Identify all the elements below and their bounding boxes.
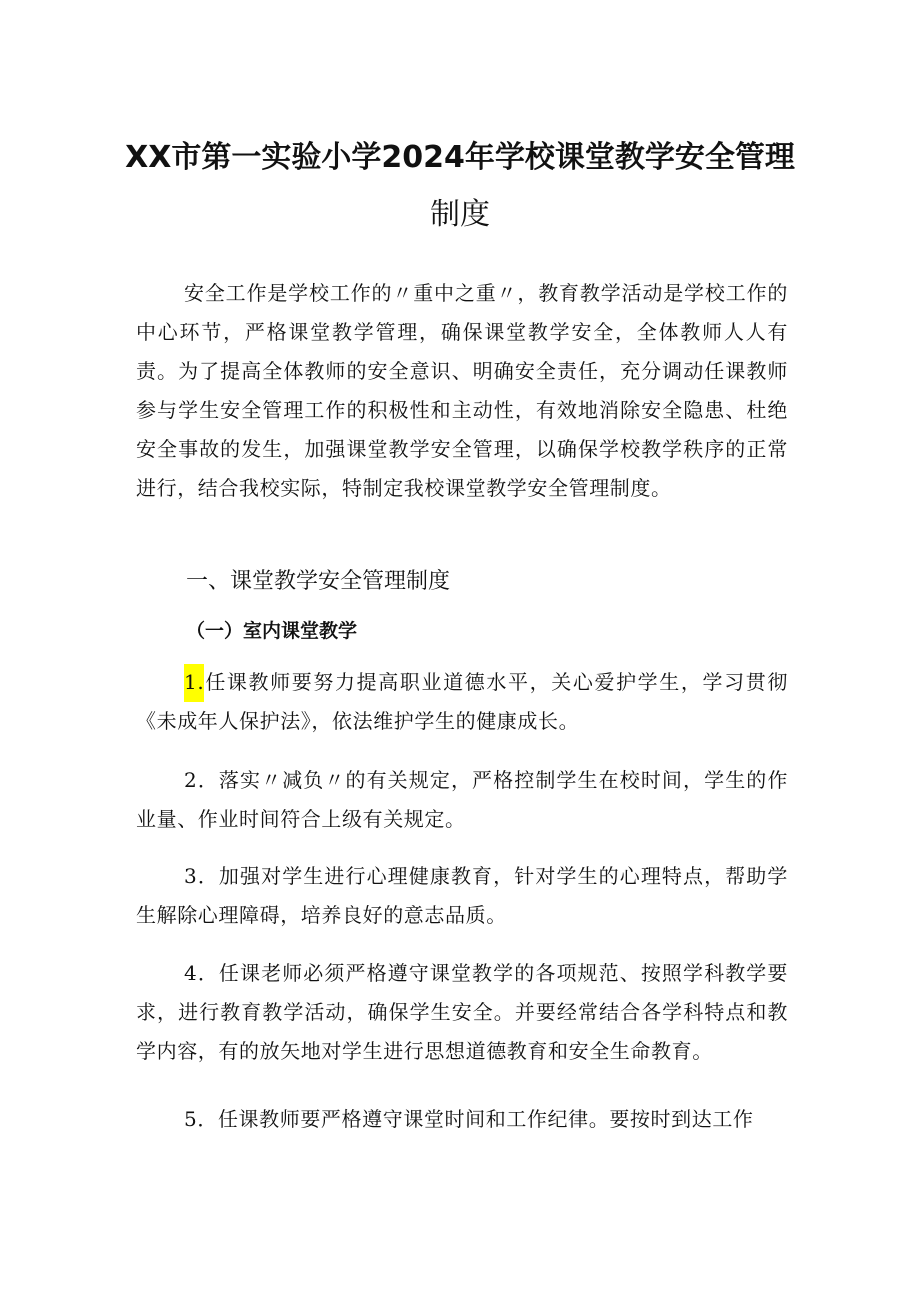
subsection-heading: （一）室内课堂教学 — [186, 620, 358, 642]
intro-paragraph: 安全工作是学校工作的〃重中之重〃，教育教学活动是学校工作的中心环节，严格课堂教学管理，确保课堂教学安全，全体教师人人有责。为了提高全体教师的安全意识、明确安全责任，充分调动任课教师参与学生安全管理工作的积极性和主动性，有效地消除安全隐患、杜绝安全事故的发生，加强课堂教学安全管理，以确保学校教学秩序的正常进行，结合我校实际，特制定我校课堂教学安全管理制度。 — [136, 281, 788, 500]
item-number: 2． — [184, 768, 219, 792]
document-title-line-1: XX市第一实验小学2024年学校课堂教学安全管理 — [125, 140, 795, 175]
item-number-highlighted: 1. — [184, 664, 204, 702]
list-item — [136, 1100, 788, 1139]
list-item — [136, 663, 788, 741]
item-text: 落实〃减负〃的有关规定，严格控制学生在校时间，学生的作业量、作业时间符合上级有关规定。 — [136, 768, 788, 831]
item-text: 任课老师必须严格遵守课堂教学的各项规范、按照学科教学要求，进行教育教学活动，确保学生安全。并要经常结合各学科特点和教学内容，有的放矢地对学生进行思想道德教育和安全生命教育。 — [136, 961, 788, 1063]
list-item — [136, 761, 788, 839]
item-text: 加强对学生进行心理健康教育，针对学生的心理特点，帮助学生解除心理障碍，培养良好的意志品质。 — [136, 864, 788, 927]
list-item — [136, 954, 788, 1071]
document-title-line-2: 制度 — [430, 197, 490, 232]
item-text: 任课教师要努力提高职业道德水平，关心爱护学生，学习贯彻《未成年人保护法》，依法维护学生的健康成长。 — [136, 670, 788, 733]
item-text: 任课教师要严格遵守课堂时间和工作纪律。要按时到达工作 — [217, 1107, 754, 1131]
item-number: 4． — [184, 961, 219, 985]
item-number: 3． — [184, 864, 219, 888]
list-item — [136, 857, 788, 935]
item-number: 5． — [184, 1107, 218, 1131]
section-heading: 一、课堂教学安全管理制度 — [186, 569, 451, 594]
